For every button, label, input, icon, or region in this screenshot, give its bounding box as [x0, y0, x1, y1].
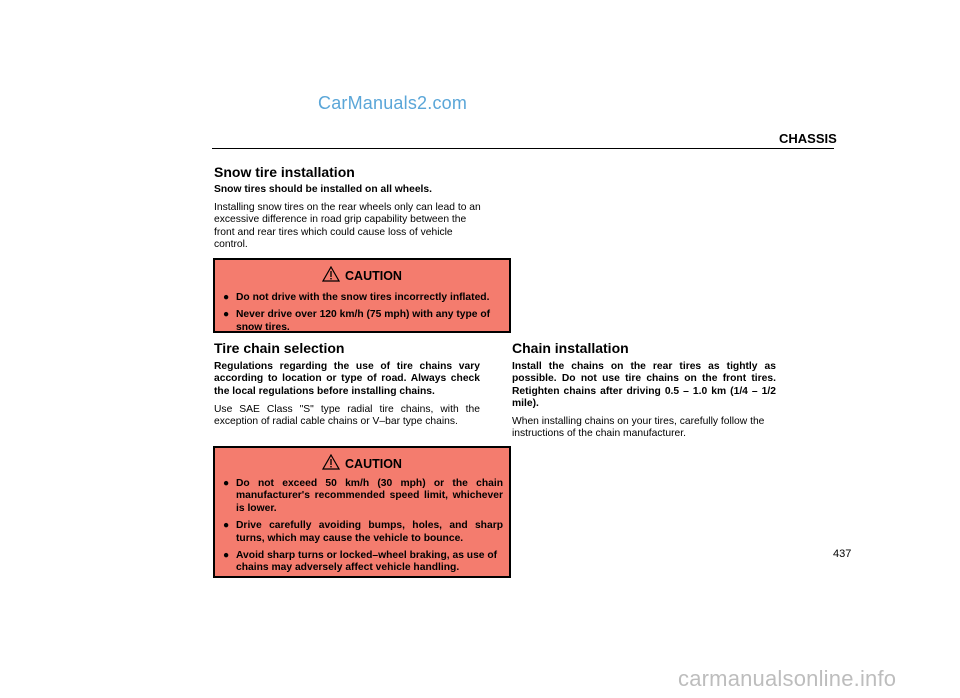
caution-item: ● Avoid sharp turns or locked–wheel braking, as use of chains may adversely affect vehicle handling. [223, 550, 498, 574]
snow-bold-line: Snow tires should be installed on all wheels. [214, 184, 432, 195]
watermark-bottom: carmanualsonline.info [678, 666, 897, 691]
section-header: CHASSIS [779, 131, 837, 146]
caution-item: ● Do not exceed 50 km/h (30 mph) or the chain manufacturer's recommended speed limit, whichever is lower. [223, 478, 503, 514]
chaininst-body: When installing chains on your tires, carefully follow the instructions of the chain manufacturer. [512, 416, 765, 440]
heading-snow-tire: Snow tire installation [214, 164, 355, 180]
caution-list [223, 478, 503, 580]
caution-item: ● Never drive over 120 km/h (75 mph) with any type of snow tires. [223, 309, 491, 333]
tirechain-bold-line: Regulations regarding the use of tire chains vary according to location or type of road. Always check the local regulations before installing chains. [214, 361, 480, 397]
caution-title-text: CAUTION [345, 457, 402, 471]
chaininst-bold-line: Install the chains on the rear tires as tightly as possible. Do not use tire chains on the front tires. Retighten chains after driving 0.5 – 1.0 km (1/4 – 1/2 mile). [512, 361, 776, 410]
caution-title [215, 454, 509, 473]
caution-title-text: CAUTION [345, 269, 402, 283]
snow-body: Installing snow tires on the rear wheels only can lead to an excessive difference in road grip capability between the front and rear tires which could cause loss of vehicle control. [214, 202, 481, 251]
caution-item: ● Do not drive with the snow tires incorrectly inflated. [223, 292, 490, 303]
tirechain-body: Use SAE Class "S" type radial tire chains, with the exception of radial cable chains or V–bar type chains. [214, 404, 480, 428]
header-rule [212, 148, 834, 149]
page-number: 437 [833, 548, 852, 560]
bullet-icon: ● [223, 292, 230, 303]
caution-item: ● Drive carefully avoiding bumps, holes, and sharp turns, which may cause the vehicle to bounce. [223, 520, 503, 544]
caution-title [215, 266, 509, 285]
bullet-icon: ● [223, 478, 230, 489]
caution-list [223, 292, 503, 339]
heading-tire-chain-selection: Tire chain selection [214, 340, 345, 356]
bullet-icon: ● [223, 550, 230, 562]
caution-box-snow [213, 258, 511, 333]
watermark-top: CarManuals2.com [318, 93, 468, 113]
heading-chain-installation: Chain installation [512, 340, 629, 356]
caution-box-chains [213, 446, 511, 578]
bullet-icon: ● [223, 520, 230, 532]
warning-triangle-icon [322, 266, 340, 285]
warning-triangle-icon [322, 454, 340, 473]
bullet-icon: ● [223, 309, 230, 321]
